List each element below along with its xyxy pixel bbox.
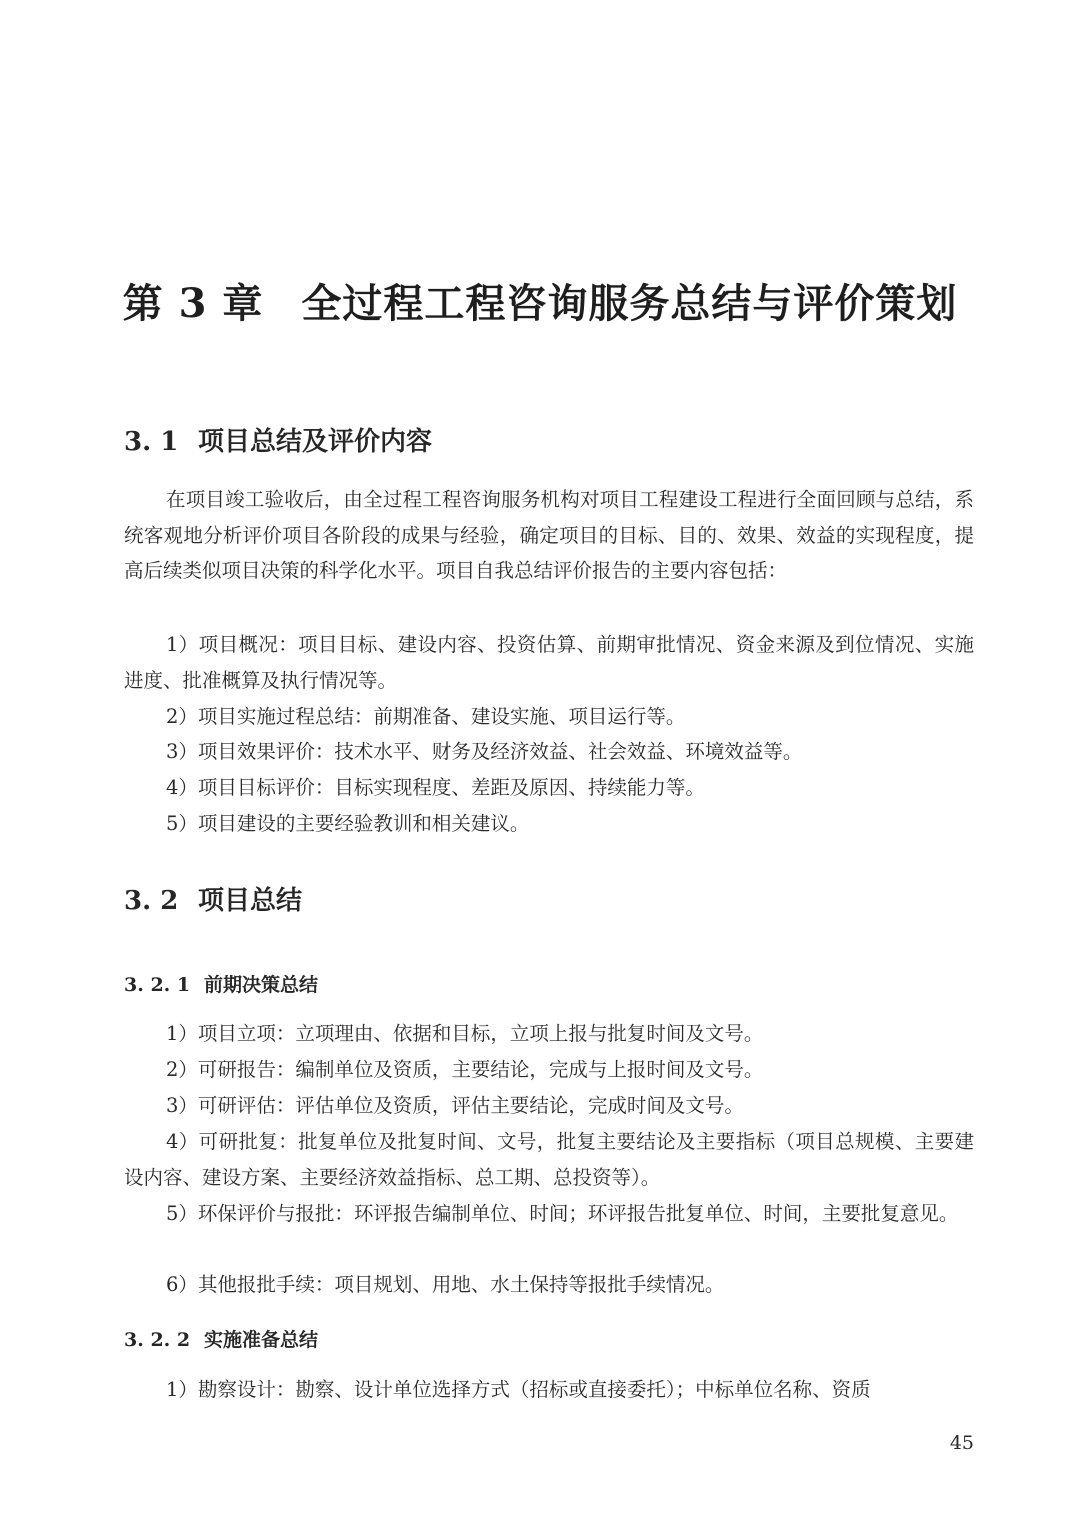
list-item: 2）可研报告：编制单位及资质，主要结论，完成与上报时间及文号。 <box>166 1058 764 1081</box>
list-item: 1）勘察设计：勘察、设计单位选择方式（招标或直接委托）；中标单位名称、资质 <box>166 1378 871 1401</box>
subsection-title: 实施准备总结 <box>204 1329 319 1351</box>
subsection-heading-3-2-1 <box>124 970 318 997</box>
subsection-number: 3. 2. 1 <box>124 974 191 996</box>
section-title: 项目总结及评价内容 <box>198 427 433 457</box>
list-item: 4）可研批复：批复单位及批复时间、文号，批复主要结论及主要指标（项目总规模、主要建设内容、建设方案、主要经济效益指标、总工期、总投资等）。 <box>124 1130 974 1189</box>
section-number: 3. 1 <box>124 427 179 457</box>
list-item: 1）项目立项：立项理由、依据和目标，立项上报与批复时间及文号。 <box>166 1022 764 1045</box>
section-intro-paragraph: 在项目竣工验收后，由全过程工程咨询服务机构对项目工程建设工程进行全面回顾与总结，系统客观地分析评价项目各阶段的成果与经验，确定项目的目标、目的、效果、效益的实现程度，提高后续类似项目决策的科学化水平。项目自我总结评价报告的主要内容包括： <box>124 488 974 582</box>
list-item: 3）可研评估：评估单位及资质，评估主要结论，完成时间及文号。 <box>166 1094 744 1117</box>
list-item: 3）项目效果评价：技术水平、财务及经济效益、社会效益、环境效益等。 <box>166 740 803 763</box>
list-item: 5）环保评价与报批：环评报告编制单位、时间；环评报告批复单位、时间，主要批复意见。 <box>166 1202 959 1225</box>
section-title: 项目总结 <box>198 886 303 916</box>
chapter-title-text: 全过程工程咨询服务总结与评价策划 <box>301 280 958 327</box>
section-heading-3-1 <box>124 421 432 458</box>
section-heading-3-2 <box>124 880 302 917</box>
list-item: 4）项目目标评价：目标实现程度、差距及原因、持续能力等。 <box>166 776 705 799</box>
subsection-heading-3-2-2 <box>124 1325 318 1352</box>
list-item: 5）项目建设的主要经验教训和相关建议。 <box>166 812 530 835</box>
section-number: 3. 2 <box>124 886 179 916</box>
list-item: 6）其他报批手续：项目规划、用地、水土保持等报批手续情况。 <box>166 1273 725 1296</box>
chapter-title <box>0 272 1080 329</box>
list-item: 1）项目概况：项目目标、建设内容、投资估算、前期审批情况、资金来源及到位情况、实施进度、批准概算及执行情况等。 <box>124 633 974 692</box>
list-item: 2）项目实施过程总结：前期准备、建设实施、项目运行等。 <box>166 705 686 728</box>
subsection-number: 3. 2. 2 <box>124 1329 191 1351</box>
subsection-title: 前期决策总结 <box>204 974 319 996</box>
chapter-label: 第 3 章 <box>122 280 264 327</box>
page-number: 45 <box>949 1432 974 1454</box>
